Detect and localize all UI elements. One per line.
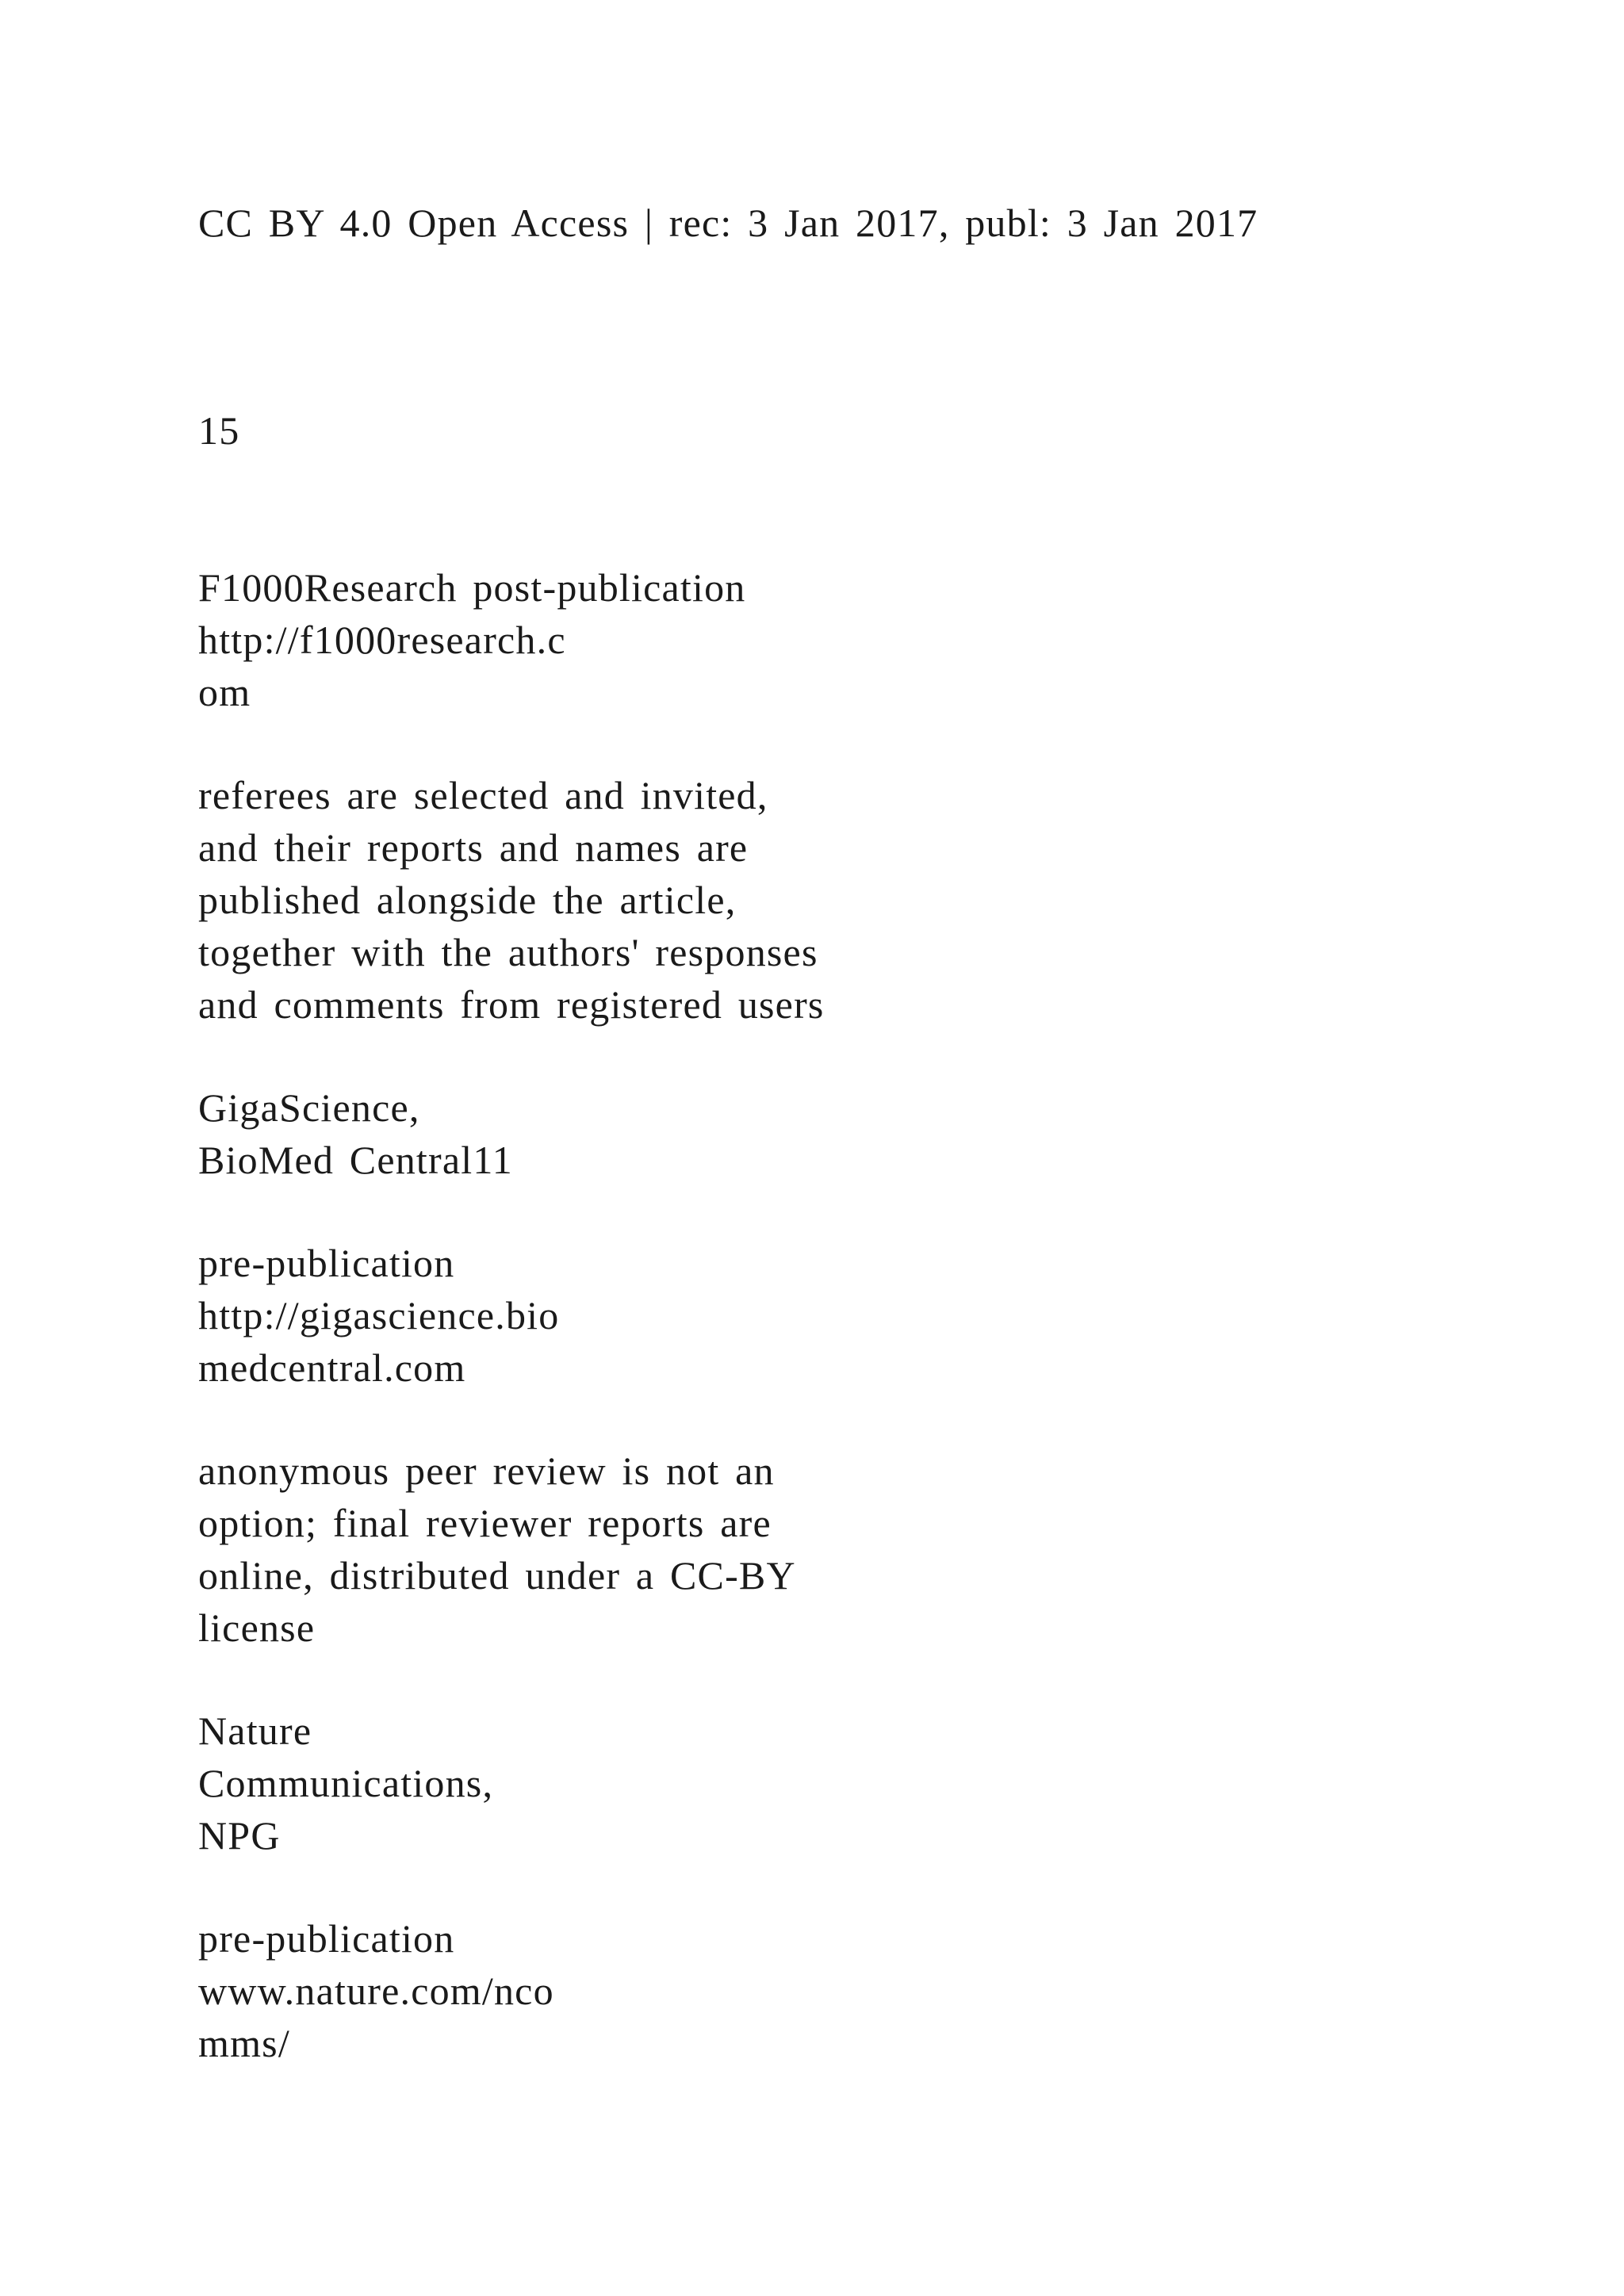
page-number: 15 [198, 408, 240, 453]
entry-journal-line: Communications, [198, 1761, 494, 1805]
entry-url-line: om [198, 670, 251, 714]
entry-description-line: published alongside the article, [198, 878, 737, 922]
entry-journal-line: BioMed Central11 [198, 1138, 513, 1182]
entry-description-line: together with the authors' responses [198, 930, 818, 974]
entry-description-line: license [198, 1605, 316, 1650]
entry-journal-line: Nature [198, 1709, 312, 1753]
entry-description-line: and their reports and names are [198, 825, 749, 870]
entry-url-line: medcentral.com [198, 1345, 466, 1390]
entry-review-type-line: pre-publication [198, 1241, 455, 1285]
entry-review-type-line: pre-publication [198, 1916, 455, 1961]
entry-description-line: and comments from registered users [198, 982, 825, 1027]
entry-url-line: http://f1000research.c [198, 618, 566, 662]
entry-journal-line: GigaScience, [198, 1085, 420, 1130]
entry-url-line: mms/ [198, 2021, 290, 2065]
entry-description-line: online, distributed under a CC-BY [198, 1553, 796, 1598]
license-header: CC BY 4.0 Open Access | rec: 3 Jan 2017, publ: 3 Jan 2017 [198, 201, 1258, 245]
entry-description-line: option; final reviewer reports are [198, 1501, 772, 1545]
entry-journal-line: F1000Research post-publication [198, 565, 746, 610]
entry-description-line: anonymous peer review is not an [198, 1448, 775, 1493]
entry-url-line: http://gigascience.bio [198, 1293, 560, 1337]
entry-url-line: www.nature.com/nco [198, 1969, 554, 2013]
entry-journal-line: NPG [198, 1813, 281, 1858]
entry-description-line: referees are selected and invited, [198, 773, 768, 817]
